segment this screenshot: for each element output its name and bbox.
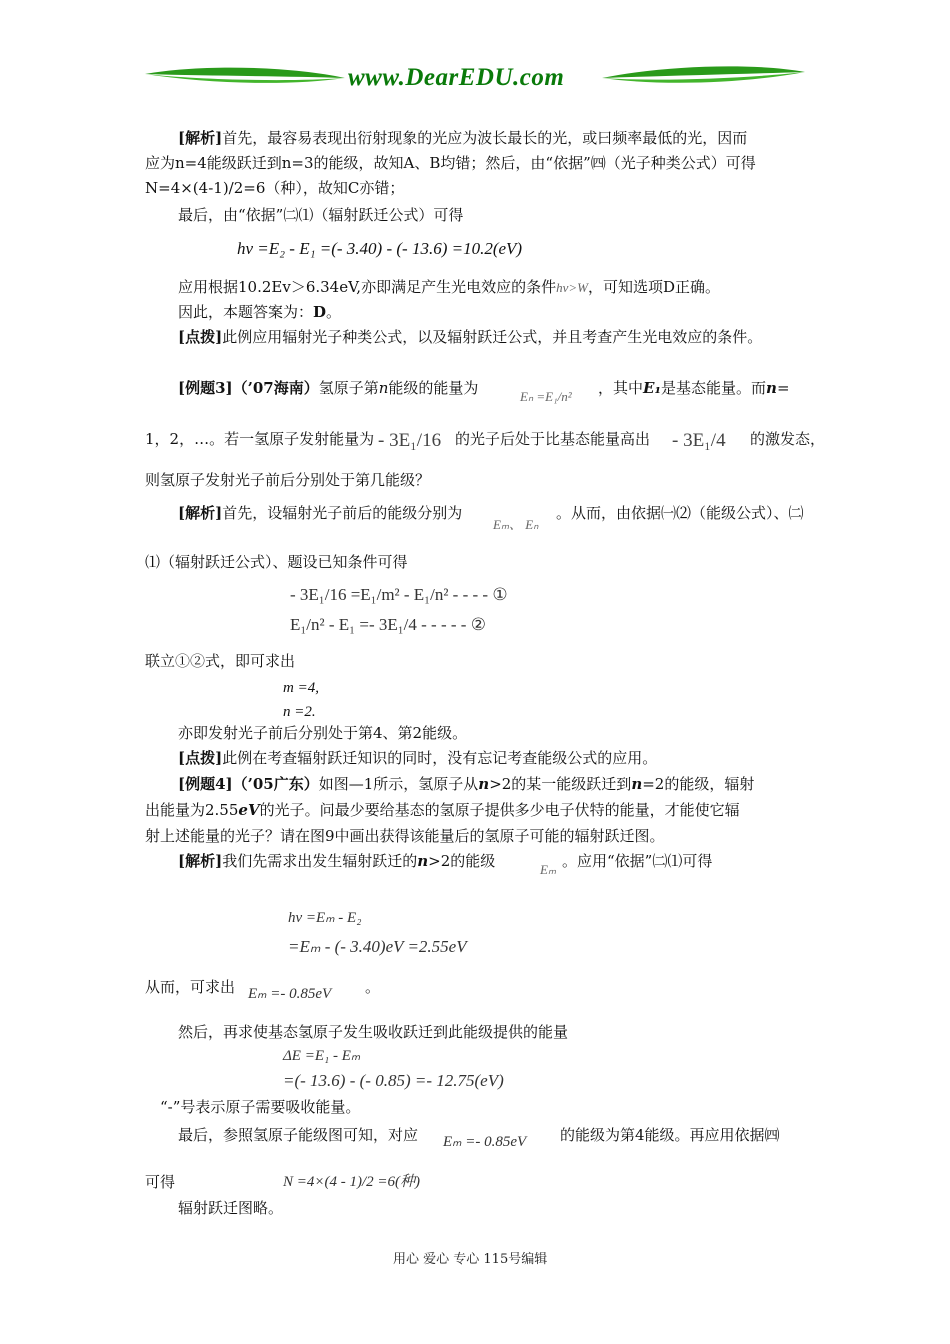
text-span: 出能量为2.55 — [145, 801, 239, 819]
equation-1: - 3E₁/16 =E₁/m² - E₁/n² - - - - ① — [290, 585, 508, 604]
text-span: 1，2，…。若一氢原子发射能量为 — [145, 430, 375, 448]
text-line: 首先，最容易表现出衍射现象的光应为波长最长的光，或曰频率最低的光，因而 — [222, 129, 748, 147]
equation-species-count: N =4×(4 - 1)/2 =6(种) — [283, 1174, 421, 1190]
example-tag: [例题4]（’05广东） — [178, 775, 319, 793]
text-span: 此例应用辐射光子种类公式，以及辐射跃迁公式，并且考查产生光电效应的条件。 — [222, 328, 763, 346]
text-span: 首先，设辐射光子前后的能级分别为 — [222, 504, 463, 522]
result-n: n =2. — [283, 704, 316, 720]
text-span: 从而，可求出 — [145, 978, 236, 996]
analysis-tag: [解析] — [178, 129, 223, 147]
text-line: ⑴（辐射跃迁公式）、题设已知条件可得 — [145, 553, 408, 571]
site-logo-text: www.DearEDU.com — [348, 64, 565, 91]
math-var: n — [766, 379, 777, 397]
unit-ev: eV — [238, 801, 260, 819]
equation-2: E₁/n² - E₁ =- 3E₁/4 - - - - - ② — [290, 615, 486, 634]
energy-level-formula: Eₙ =E₁/n² — [520, 389, 572, 404]
solution-3-line-1 — [178, 503, 462, 523]
example-3-line-1b — [598, 378, 790, 398]
text-line: 然后，再求使基态氢原子发生吸收跃迁到此能级提供的能量 — [178, 1023, 569, 1041]
text-span: 最后，参照氢原子能级图可知，对应 — [178, 1126, 419, 1144]
text-span: 。应用“依据”㈡⑴可得 — [562, 852, 713, 870]
photoelectric-condition: hν>W — [556, 280, 588, 295]
answer-line — [178, 302, 341, 322]
math-var: E₁ — [643, 379, 662, 397]
level-symbols: Eₘ、 Eₙ — [493, 517, 539, 532]
result-m: m =4, — [283, 680, 319, 696]
text-line: “-”号表示原子需要吸收能量。 — [160, 1098, 361, 1116]
example-3-line-1 — [178, 378, 478, 398]
text-span: 。 — [326, 303, 342, 321]
formula-excited-energy: - 3E₁/4 — [672, 430, 726, 451]
example-4-line-2 — [145, 800, 740, 820]
text-span: 如图—1所示，氢原子从 — [318, 775, 479, 793]
hint-paragraph-3 — [178, 748, 657, 768]
equation-photon-energy: hν =E₂ - E₁ =(- 3.40) - (- 13.6) =10.2(eV) — [237, 239, 523, 258]
text-line: 亦即发射光子前后分别处于第4、第2能级。 — [178, 724, 468, 742]
text-span: 。从而，由依据㈠⑵（能级公式）、㈡ — [556, 504, 804, 522]
text-line: 射上述能量的光子？请在图9中画出获得该能量后的氢原子可能的辐射跃迁图。 — [145, 827, 665, 845]
equation-4d: =(- 13.6) - (- 0.85) =- 12.75(eV) — [283, 1071, 504, 1090]
text-line: N=4×(4-1)/2=6（种），故知C亦错； — [145, 179, 405, 197]
math-var: n — [631, 775, 643, 793]
equation-em-value-2: Eₘ =- 0.85eV — [443, 1134, 527, 1150]
formula-emitted-energy: - 3E₁/16 — [378, 430, 442, 451]
text-line: 则氢原子发射光子前后分别处于第几能级？ — [145, 471, 431, 489]
text-span: 应用根据10.2Ev＞6.34eV,亦即满足产生光电效应的条件 — [178, 278, 557, 296]
text-span: 的能级为第4能级。再应用依据㈣ — [560, 1126, 780, 1144]
text-span: 的激发态， — [750, 430, 826, 448]
text-span: 我们先需求出发生辐射跃迁的 — [222, 852, 418, 870]
page-footer: 用心 爱心 专心 115号编辑 — [393, 1252, 548, 1267]
text-span: 的光子后处于比基态能量高出 — [455, 430, 651, 448]
analysis-tag: [解析] — [178, 504, 223, 522]
text-span: =2的能级，辐射 — [642, 775, 755, 793]
equation-4a: hν =Eₘ - E₂ — [288, 910, 362, 926]
text-line: 辐射跃迁图略。 — [178, 1199, 284, 1217]
text-line — [178, 277, 720, 298]
analysis-tag: [解析] — [178, 852, 223, 870]
hint-tag: [点拨] — [178, 328, 223, 346]
text-span: ，可知选项D正确。 — [587, 278, 720, 296]
hint-tag: [点拨] — [178, 749, 223, 767]
math-var: n — [378, 379, 389, 397]
text-span: 是基态能量。而 — [661, 379, 767, 397]
text-span: >2的某一能级跃迁到 — [489, 775, 632, 793]
example-4-line-1 — [178, 774, 754, 794]
text-line: 联立①②式，即可求出 — [145, 652, 296, 670]
text-span: ，其中 — [598, 379, 644, 397]
text-span: 能级的能量为 — [388, 379, 479, 397]
example-tag: [例题3]（’07海南） — [178, 379, 319, 397]
analysis-paragraph-1 — [178, 128, 747, 148]
hint-paragraph-1 — [178, 327, 762, 347]
text-line: 最后，由“依据”㈡⑴（辐射跃迁公式）可得 — [178, 206, 464, 224]
equation-4b: =Eₘ - (- 3.40)eV =2.55eV — [288, 937, 467, 956]
text-span: 氢原子第 — [318, 379, 379, 397]
level-symbol-em: Eₘ — [540, 862, 557, 877]
text-span: 此例在考查辐射跃迁知识的同时，没有忘记考查能级公式的应用。 — [222, 749, 658, 767]
math-var: n — [417, 852, 429, 870]
text-span: 可得 — [145, 1173, 176, 1191]
text-line: 应为n=4能级跃迁到n=3的能级，故知A、B均错；然后，由“依据”㈣（光子种类公式）可得 — [145, 154, 756, 172]
text-span: = — [776, 379, 790, 397]
text-span: 的光子。问最少要给基态的氢原子提供多少电子伏特的能量，才能使它辐 — [259, 801, 740, 819]
text-span: 因此，本题答案为： — [178, 303, 314, 321]
text-span: 。 — [365, 978, 381, 996]
solution-4-line-1 — [178, 851, 495, 871]
answer-letter: D — [313, 303, 327, 321]
equation-em-value: Eₘ =- 0.85eV — [248, 986, 332, 1002]
equation-4c: ΔE =E₁ - Eₘ — [283, 1048, 361, 1064]
math-var: n — [478, 775, 490, 793]
text-span: >2的能级 — [428, 852, 496, 870]
